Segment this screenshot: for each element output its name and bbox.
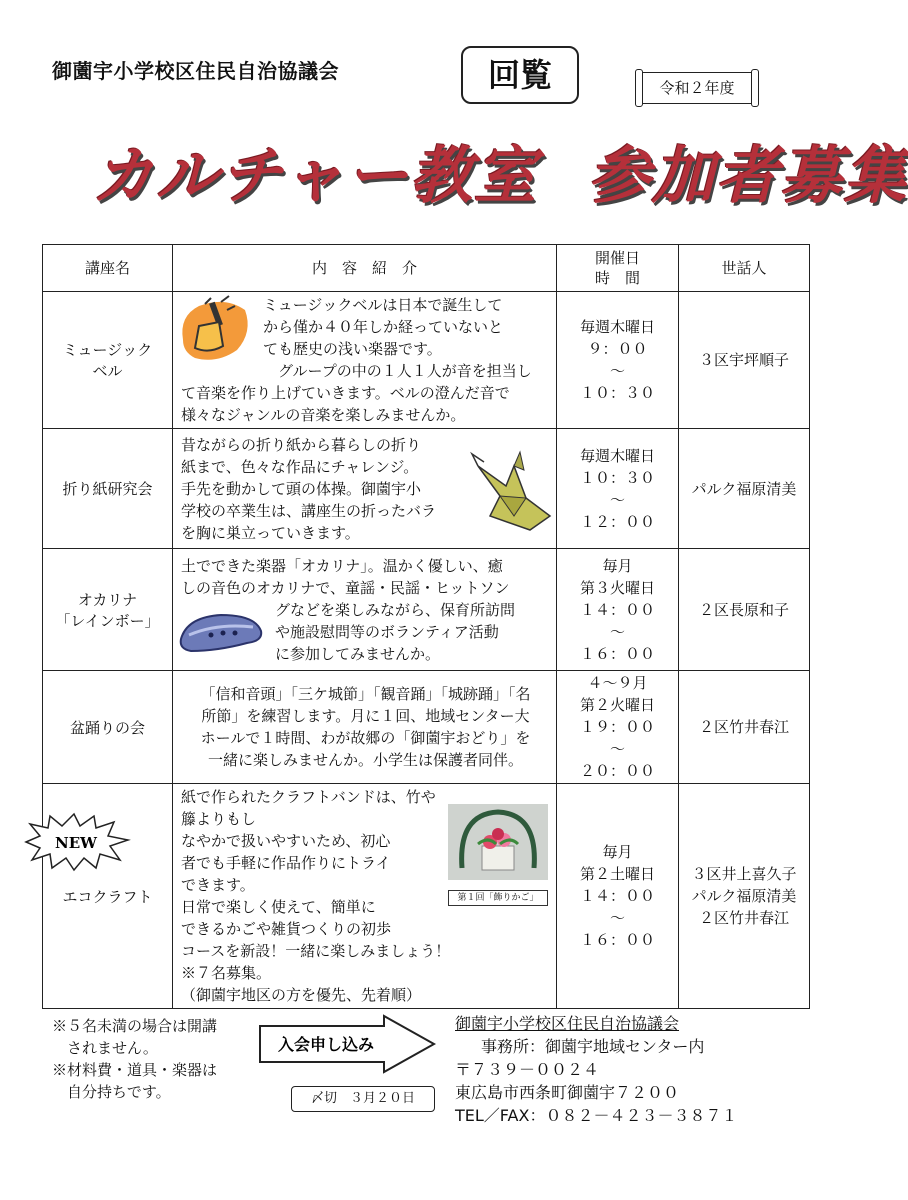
desc-line: 様々なジャンルの音楽を楽しみませんか。 xyxy=(181,406,466,424)
course-description xyxy=(173,429,557,549)
course-table xyxy=(42,244,810,1009)
table-row xyxy=(43,429,810,549)
organization-title: 御薗宇小学校区住民自治協議会 xyxy=(52,59,339,83)
photo-caption: 第１回「飾りかご」 xyxy=(448,890,548,906)
deadline-box: 〆切 ３月２０日 xyxy=(291,1086,435,1112)
course-schedule xyxy=(557,292,679,429)
course-schedule xyxy=(557,784,679,1009)
desc-line: できるかごや雑貨つくりの初歩 xyxy=(181,920,392,938)
course-description xyxy=(173,784,557,1009)
note-line: 自分持ちです。 xyxy=(52,1083,171,1101)
contact-zip: 〒７３９－００２４ xyxy=(455,1060,600,1079)
contact-office: 事務所：御薗宇地域センター内 xyxy=(481,1037,705,1056)
desc-line: 土でできた楽器「オカリナ」。温かく優しい、癒 xyxy=(181,556,503,575)
header-content: 内 容 紹 介 xyxy=(173,245,557,292)
contact-address: 東広島市西条町御薗宇７２００ xyxy=(455,1083,680,1102)
header-schedule-line1: 開催日 xyxy=(594,249,640,267)
desc-line: ても歴史の浅い楽器です。 xyxy=(263,340,442,358)
contact-tel: TEL／FAX：０８２－４２３－３８７１ xyxy=(455,1106,738,1125)
table-header-row xyxy=(43,245,810,292)
staff-name: パルク福原清美 xyxy=(691,887,797,905)
header-staff: 世話人 xyxy=(679,245,810,292)
header-schedule-line2: 時 間 xyxy=(594,269,640,287)
schedule-line: １０：３０ xyxy=(579,468,655,487)
desc-line: グループの中の１人１人が音を担当し xyxy=(263,362,532,380)
schedule-line: ４～９月 xyxy=(587,674,648,692)
course-staff xyxy=(679,549,810,671)
table-row xyxy=(43,292,810,429)
table-row xyxy=(43,549,810,671)
course-schedule xyxy=(557,549,679,671)
schedule-line: １０：３０ xyxy=(579,384,655,402)
bell-icon xyxy=(177,296,253,370)
desc-line: 学校の卒業生は、講座生の折ったバラ xyxy=(181,501,437,520)
course-description xyxy=(173,549,557,671)
schedule-line: 毎週木曜日 xyxy=(579,446,655,465)
schedule-line: １４：００ xyxy=(579,600,655,619)
desc-line: 「信和音頭」「三ケ城節」「観音踊」「城跡踊」「名 xyxy=(200,685,531,703)
desc-line: 手先を動かして頭の体操。御薗宇小 xyxy=(181,479,422,498)
desc-line: て音楽を作り上げていきます。ベルの澄んだ音で xyxy=(181,384,510,402)
desc-line: ホールで１時間、わが故郷の「御薗宇おどり」を xyxy=(200,729,531,747)
header-schedule xyxy=(557,245,679,292)
schedule-line: 毎月 xyxy=(602,556,633,575)
staff-name: ３区井上喜久子 xyxy=(691,865,797,883)
apply-label: 入会申し込み xyxy=(277,1035,375,1054)
ocarina-icon xyxy=(177,605,265,663)
desc-line: （御薗宇地区の方を優先、先着順） xyxy=(181,986,422,1004)
fiscal-year-scroll xyxy=(640,72,754,104)
note-line: されません。 xyxy=(52,1039,158,1057)
desc-line: ミュージックベルは日本で誕生して xyxy=(263,296,503,314)
course-schedule xyxy=(557,429,679,549)
new-badge xyxy=(22,812,132,876)
course-name xyxy=(43,671,173,784)
staff-name: ２区竹井春江 xyxy=(698,718,789,736)
basket-image xyxy=(448,804,548,880)
course-description xyxy=(173,671,557,784)
kairan-label: 回覧 xyxy=(461,46,579,104)
course-schedule xyxy=(557,671,679,784)
course-name-line: ミュージック xyxy=(62,341,153,359)
course-name-line: 盆踊りの会 xyxy=(69,718,145,737)
desc-line: 紙で作られたクラフトバンドは、竹や籐よりもし xyxy=(181,788,436,828)
desc-line: に参加してみませんか。 xyxy=(275,644,441,663)
desc-line: 昔ながらの折り紙から暮らしの折り xyxy=(181,435,422,454)
schedule-line: 第２土曜日 xyxy=(579,865,655,883)
main-title-right: 参加者募集 xyxy=(588,139,908,212)
desc-line: できます。 xyxy=(181,876,255,894)
course-name-line: エコクラフト xyxy=(62,887,153,906)
course-staff xyxy=(679,784,810,1009)
desc-line: や施設慰問等のボランティア活動 xyxy=(275,622,499,641)
schedule-line: １４：００ xyxy=(579,887,655,905)
schedule-line: 毎週木曜日 xyxy=(579,318,655,336)
desc-line: ※７名募集。 xyxy=(181,964,272,982)
schedule-line: ～ xyxy=(609,622,625,641)
schedule-line: １６：００ xyxy=(579,644,655,663)
desc-line: 所節」を練習します。月に１回、地域センター大 xyxy=(201,707,530,725)
desc-line: グなどを楽しみながら、保育所訪問 xyxy=(275,600,516,619)
course-staff xyxy=(679,292,810,429)
schedule-line: 第３火曜日 xyxy=(579,578,655,597)
course-name-line: 折り紙研究会 xyxy=(62,480,153,498)
schedule-line: １２：００ xyxy=(579,512,655,531)
main-title xyxy=(92,126,908,215)
staff-name: パルク福原清美 xyxy=(691,479,797,498)
craft-basket-photo xyxy=(448,804,548,906)
schedule-line: １９：００ xyxy=(579,718,655,736)
header-course-name: 講座名 xyxy=(43,245,173,292)
staff-name: ２区長原和子 xyxy=(698,600,789,619)
table-row xyxy=(43,671,810,784)
contact-info xyxy=(455,1012,737,1127)
staff-name: ２区竹井春江 xyxy=(698,909,789,927)
notes xyxy=(52,1015,217,1103)
desc-line: 日常で楽しく使えて、簡単に xyxy=(181,898,376,916)
schedule-line: １６：００ xyxy=(579,931,655,949)
table-row xyxy=(43,784,810,1009)
schedule-line: ～ xyxy=(609,490,625,509)
course-name xyxy=(43,429,173,549)
course-description xyxy=(173,292,557,429)
desc-line: コースを新設！一緒に楽しみましょう！ xyxy=(181,942,451,960)
schedule-line: ９：００ xyxy=(587,340,648,358)
course-name-line: 「レインボー」 xyxy=(55,611,160,630)
schedule-line: ～ xyxy=(609,740,625,758)
paper-crane-icon xyxy=(470,446,554,538)
schedule-line: 毎月 xyxy=(602,843,633,861)
course-name xyxy=(43,549,173,671)
desc-line: を胸に巣立っていきます。 xyxy=(181,523,360,542)
main-title-left: カルチャー教室 xyxy=(92,139,539,212)
new-badge-text: NEW xyxy=(55,834,97,852)
contact-title: 御薗宇小学校区住民自治協議会 xyxy=(455,1014,680,1033)
fiscal-year-text: 令和２年度 xyxy=(659,79,735,97)
schedule-line: ～ xyxy=(609,362,625,380)
schedule-line: 第２火曜日 xyxy=(579,696,655,714)
course-staff xyxy=(679,671,810,784)
desc-line: 一緒に楽しみませんか。小学生は保護者同伴。 xyxy=(207,751,523,769)
schedule-line: ～ xyxy=(609,909,625,927)
desc-line: なやかで扱いやすいため、初心 xyxy=(181,832,391,850)
course-name-line: ベル xyxy=(92,362,123,380)
staff-name: ３区宇坪順子 xyxy=(698,351,789,369)
desc-line: から僅か４０年しか経っていないと xyxy=(263,318,504,336)
schedule-line: ２０：００ xyxy=(579,762,655,780)
desc-line: 者でも手軽に作品作りにトライ xyxy=(181,854,391,872)
apply-arrow xyxy=(258,1014,438,1078)
course-name xyxy=(43,292,173,429)
course-staff xyxy=(679,429,810,549)
note-line: ※５名未満の場合は開講 xyxy=(52,1017,218,1035)
course-name-line: オカリナ xyxy=(77,590,138,609)
note-line: ※材料費・道具・楽器は xyxy=(52,1061,218,1079)
desc-line: 紙まで、色々な作品にチャレンジ。 xyxy=(181,457,419,476)
desc-line: しの音色のオカリナで、童謡・民謡・ヒットソン xyxy=(181,578,510,597)
